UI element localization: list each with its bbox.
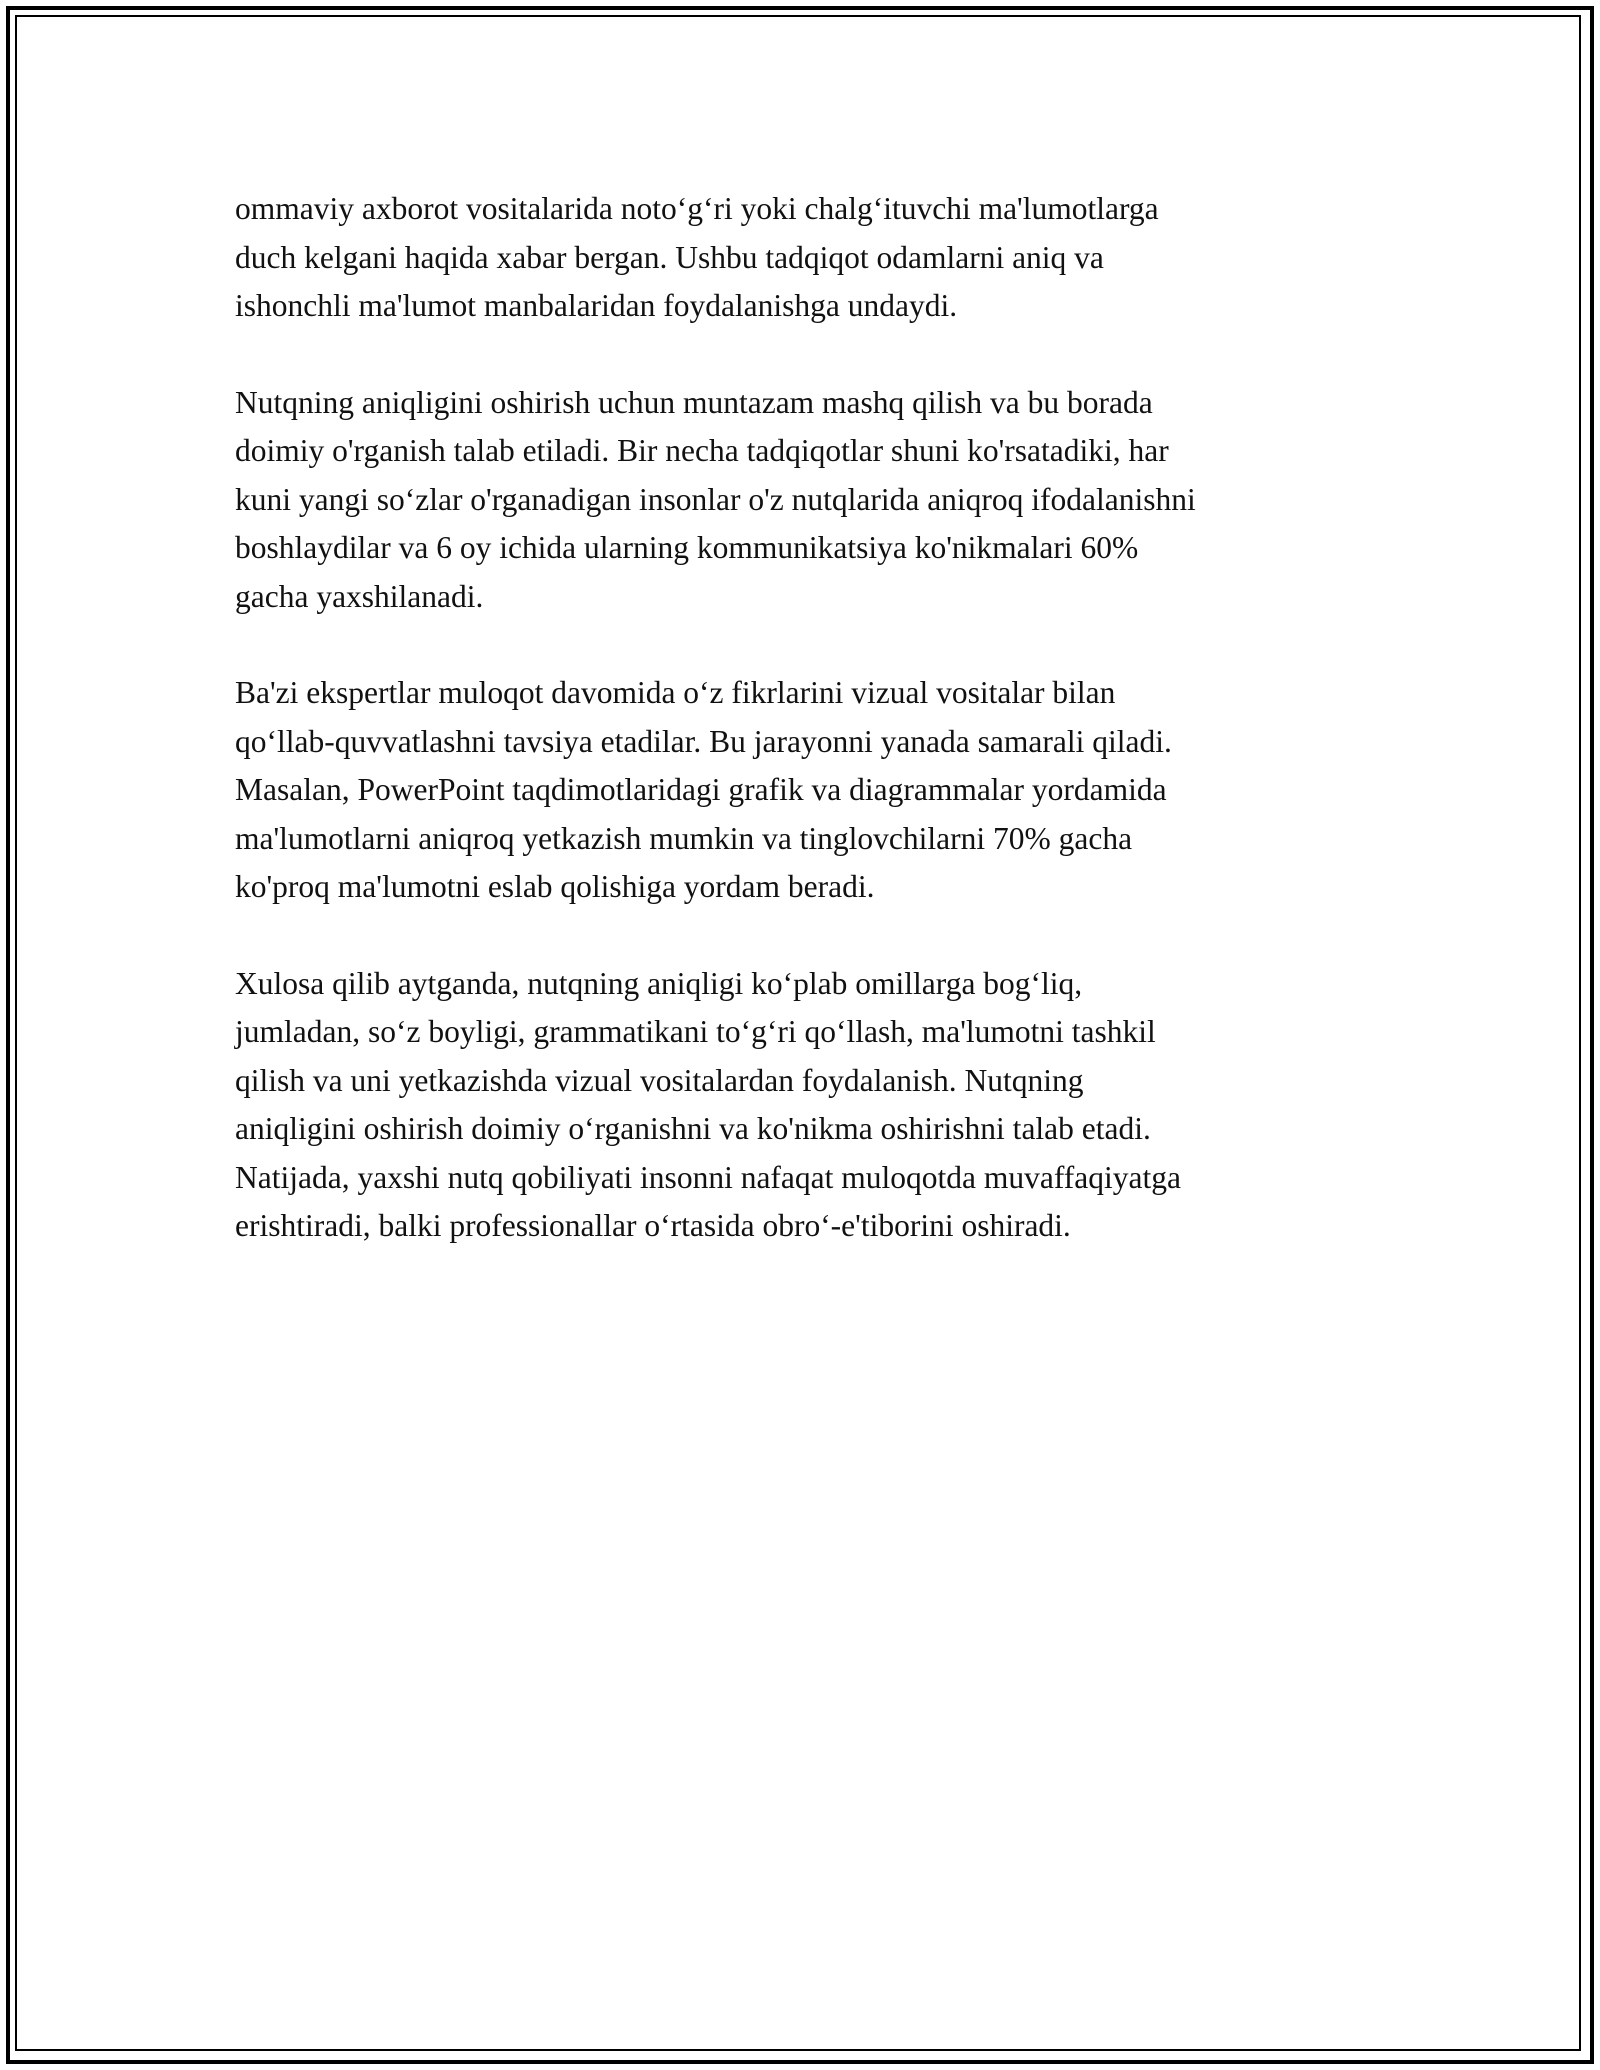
paragraph-1: ommaviy axborot vositalarida noto‘g‘ri yoki chalg‘ituvchi ma'lumotlarga duch kelgani haqida xabar bergan. Ushbu tadqiqot odamlarni aniq va ishonchli ma'lumot manbalaridan foydalanishga undaydi. [235, 191, 1159, 323]
paragraph-4: Xulosa qilib aytganda, nutqning aniqligi ko‘plab omillarga bog‘liq, jumladan, so‘z boyligi, grammatikani to‘g‘ri qo‘llash, ma'lumotni tashkil qilish va uni yetkazishda vizual vositalardan foydalanish. Nutqning aniqligini oshirish doimiy o‘rganishni va ko'nikma oshirishni talab etadi. Natijada, yaxshi nutq qobiliyati insonni nafaqat muloqotda muvaffaqiyatga erishtiradi, balki professionallar o‘rtasida obro‘-e'tiborini oshiradi. [235, 965, 1181, 1243]
paragraph-2: Nutqning aniqligini oshirish uchun muntazam mashq qilish va bu borada doimiy o'rganish talab etiladi. Bir necha tadqiqotlar shuni ko'rsatadiki, har kuni yangi so‘zlar o'rganadigan insonlar o'z nutqlarida aniqroq ifodalanishni boshlaydilar va 6 oy ichida ularning kommunikatsiya ko'nikmalari 60% gacha yaxshilanadi. [235, 384, 1196, 614]
document-body [235, 185, 1365, 1299]
paragraph-3: Ba'zi ekspertlar muloqot davomida o‘z fikrlarini vizual vositalar bilan qo‘llab-quvvatlashni tavsiya etadilar. Bu jarayonni yanada samarali qiladi. Masalan, PowerPoint taqdimotlaridagi grafik va diagrammalar yordamida ma'lumotlarni aniqroq yetkazish mumkin va tinglovchilarni 70% gacha ko'proq ma'lumotni eslab qolishiga yordam beradi. [235, 675, 1172, 904]
